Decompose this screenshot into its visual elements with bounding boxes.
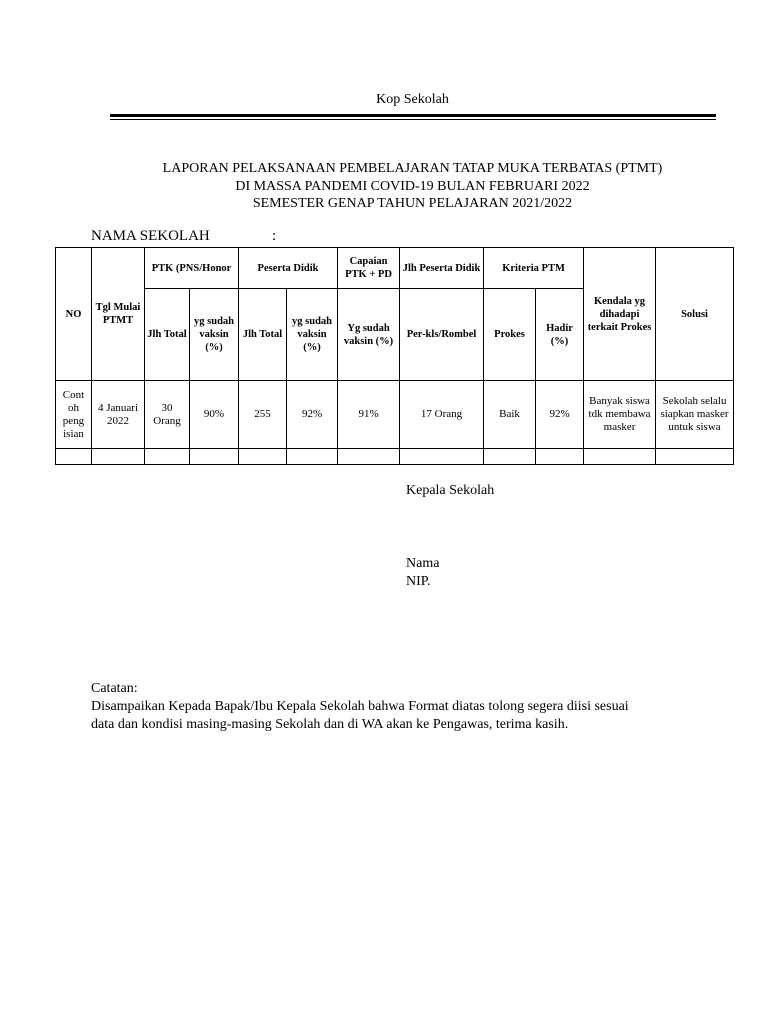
empty-cell bbox=[400, 449, 484, 465]
header-pd-jlh-total: Jlh Total bbox=[239, 289, 287, 381]
cell-ptk-vaksin: 90% bbox=[190, 381, 239, 449]
empty-cell bbox=[239, 449, 287, 465]
empty-cell bbox=[584, 449, 656, 465]
cell-tgl-mulai: 4 Januari 2022 bbox=[92, 381, 145, 449]
header-tgl-mulai: Tgl Mulai PTMT bbox=[92, 248, 145, 381]
empty-cell bbox=[656, 449, 734, 465]
header-no: NO bbox=[56, 248, 92, 381]
school-name-colon: : bbox=[272, 228, 277, 244]
signature-nip: NIP. bbox=[406, 574, 431, 589]
report-title-line-1: LAPORAN PELAKSANAAN PEMBELAJARAN TATAP MUKA TERBATAS (PTMT) bbox=[162, 161, 663, 176]
header-jlh-peserta: Jlh Peserta Didik bbox=[400, 248, 484, 289]
empty-cell bbox=[484, 449, 536, 465]
report-title bbox=[80, 160, 745, 213]
header-ptk: PTK (PNS/Honor bbox=[145, 248, 239, 289]
cell-ptk-jlh-total: 30 Orang bbox=[145, 381, 190, 449]
empty-cell bbox=[92, 449, 145, 465]
table-row-empty bbox=[56, 449, 734, 465]
empty-cell bbox=[145, 449, 190, 465]
cell-prokes: Baik bbox=[484, 381, 536, 449]
header-ptk-jlh-total: Jlh Total bbox=[145, 289, 190, 381]
header-prokes: Prokes bbox=[484, 289, 536, 381]
cell-hadir: 92% bbox=[536, 381, 584, 449]
cell-solusi: Sekolah selalu siapkan masker untuk siswa bbox=[656, 381, 734, 449]
header-per-kls-rombel: Per-kls/Rombel bbox=[400, 289, 484, 381]
header-kriteria-ptm: Kriteria PTM bbox=[484, 248, 584, 289]
signature-block bbox=[406, 555, 439, 591]
note-block bbox=[91, 680, 691, 734]
cell-no: Cont oh peng isian bbox=[56, 381, 92, 449]
empty-cell bbox=[287, 449, 338, 465]
header-hadir: Hadir (%) bbox=[536, 289, 584, 381]
cell-pd-vaksin: 92% bbox=[287, 381, 338, 449]
letterhead-divider-thin bbox=[110, 119, 716, 120]
header-peserta-didik: Peserta Didik bbox=[239, 248, 338, 289]
header-kendala: Kendala yg dihadapi terkait Prokes bbox=[584, 248, 656, 381]
table-row-example bbox=[56, 381, 734, 449]
empty-cell bbox=[338, 449, 400, 465]
empty-cell bbox=[190, 449, 239, 465]
header-solusi: Solusi bbox=[656, 248, 734, 381]
signature-name: Nama bbox=[406, 556, 440, 571]
empty-cell bbox=[56, 449, 92, 465]
letterhead-divider-thick bbox=[110, 114, 716, 117]
table-header-row-1 bbox=[56, 248, 734, 289]
header-capaian: Capaian PTK + PD bbox=[338, 248, 400, 289]
cell-capaian: 91% bbox=[338, 381, 400, 449]
cell-kendala: Banyak siswa tdk membawa masker bbox=[584, 381, 656, 449]
report-title-line-3: SEMESTER GENAP TAHUN PELAJARAN 2021/2022 bbox=[252, 196, 573, 211]
note-label: Catatan: bbox=[91, 681, 138, 696]
header-pd-vaksin: yg sudah vaksin (%) bbox=[287, 289, 338, 381]
cell-pd-jlh-total: 255 bbox=[239, 381, 287, 449]
header-capaian-vaksin: Yg sudah vaksin (%) bbox=[338, 289, 400, 381]
cell-per-kls: 17 Orang bbox=[400, 381, 484, 449]
signature-title: Kepala Sekolah bbox=[406, 483, 495, 498]
note-line-1: Disampaikan Kepada Bapak/Ibu Kepala Sekolah bahwa Format diatas tolong segera diisi sesuai bbox=[91, 699, 629, 714]
header-ptk-vaksin: yg sudah vaksin (%) bbox=[190, 289, 239, 381]
school-name-label: NAMA SEKOLAH bbox=[91, 228, 210, 244]
letterhead-label: Kop Sekolah bbox=[376, 92, 449, 107]
report-title-line-2: DI MASSA PANDEMI COVID-19 BULAN FEBRUARI 2022 bbox=[235, 178, 590, 194]
empty-cell bbox=[536, 449, 584, 465]
report-table bbox=[55, 247, 734, 465]
note-line-2: data dan kondisi masing-masing Sekolah dan di WA akan ke Pengawas, terima kasih. bbox=[91, 717, 569, 732]
